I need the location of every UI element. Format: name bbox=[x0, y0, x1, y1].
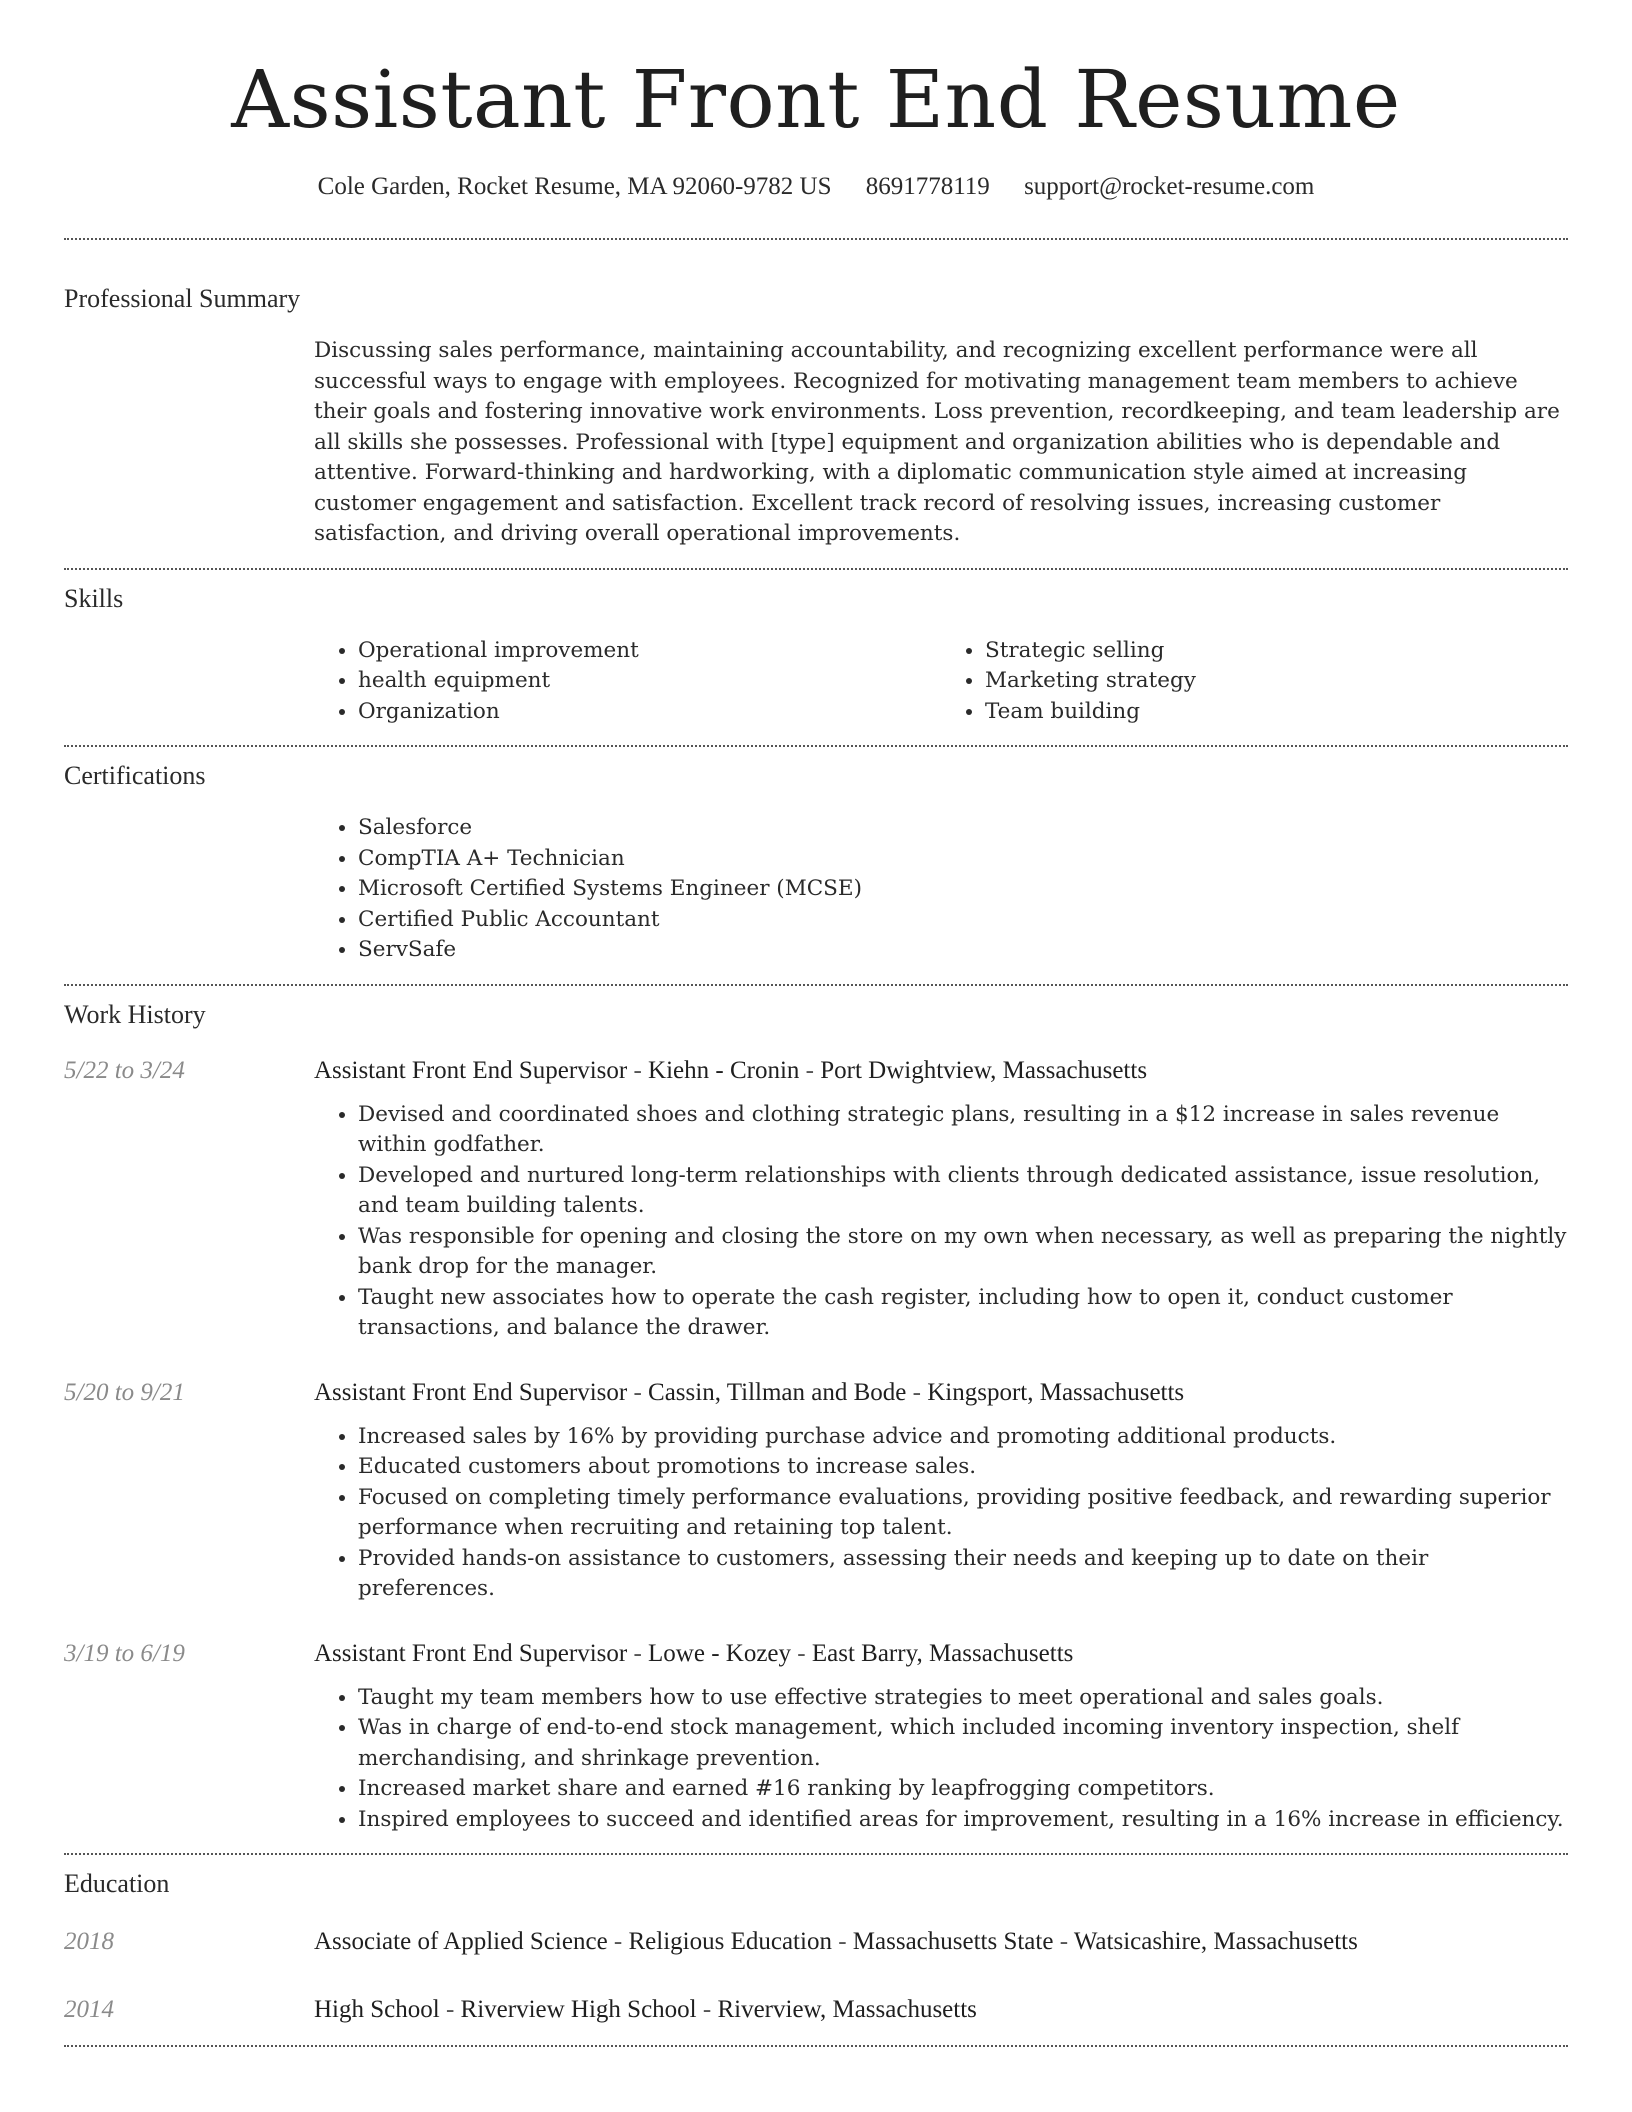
summary-text: Discussing sales performance, maintaining accountability, and recognizing excellent performance were all successful ways to engage with employees. Recognized for motivating management team members to achieve their goals and fostering innovative work environments. Loss prevention, recordkeeping, and team leadership are all skills she possesses. Professional with [type] equipment and organization abilities who is dependable and attentive. Forward-thinking and hardworking, with a diplomatic communication style aimed at increasing customer engagement and satisfaction. Excellent track record of resolving issues, increasing customer satisfaction, and driving overall operational improvements. bbox=[314, 338, 1560, 546]
job-title: Assistant Front End Supervisor bbox=[314, 1639, 628, 1667]
education-entry bbox=[64, 1993, 1568, 2027]
skills-section bbox=[64, 570, 1568, 746]
job-bullet: • Devised and coordinated shoes and clothing strategic plans, resulting in a $12 increase in sales revenue within godfather. bbox=[358, 1100, 1568, 1161]
job-company: Kiehn - Cronin bbox=[648, 1056, 800, 1084]
contact-address: Cole Garden, Rocket Resume, MA 92060-9782 US bbox=[317, 173, 832, 200]
certification-item: • Salesforce bbox=[358, 813, 1568, 844]
job-bullet: • Taught my team members how to use effective strategies to meet operational and sales goals. bbox=[358, 1683, 1568, 1714]
education-field: Religious Education bbox=[628, 1928, 832, 1955]
job-bullets bbox=[314, 1683, 1568, 1836]
resume-page bbox=[64, 0, 1568, 2047]
skill-item: • Operational improvement bbox=[358, 636, 941, 667]
education-heading-line: High School - Riverview High School - Riverview, Massachusetts bbox=[314, 1996, 977, 2023]
job-title: Assistant Front End Supervisor bbox=[314, 1056, 628, 1084]
work-history-section bbox=[64, 986, 1568, 1854]
job-bullet: • Taught new associates how to operate the cash register, including how to open it, conduct customer transactions, and balance the drawer. bbox=[358, 1283, 1568, 1344]
education-school: Massachusetts State bbox=[852, 1928, 1054, 1955]
job-bullet: • Was responsible for opening and closing the store on my own when necessary, as well as preparing the nightly bank drop for the manager. bbox=[358, 1222, 1568, 1283]
skill-item: • Organization bbox=[358, 697, 941, 728]
job-bullet: • Developed and nurtured long-term relationships with clients through dedicated assistance, issue resolution, and team building talents. bbox=[358, 1161, 1568, 1222]
job-bullets bbox=[314, 1422, 1568, 1605]
certification-item: • Microsoft Certified Systems Engineer (MCSE) bbox=[358, 874, 1568, 905]
contact-email: support@rocket-resume.com bbox=[1024, 173, 1315, 200]
job-entry bbox=[64, 1376, 1568, 1605]
education-entry bbox=[64, 1925, 1568, 1959]
skills-heading: Skills bbox=[64, 583, 124, 613]
contact-info bbox=[64, 170, 1568, 204]
education-heading: Education bbox=[64, 1869, 170, 1898]
job-entry bbox=[64, 1637, 1568, 1836]
education-heading-line: Associate of Applied Science - Religious Education - Massachusetts State - Watsicashire, Massachusetts bbox=[314, 1928, 1358, 1955]
job-entry bbox=[64, 1054, 1568, 1344]
education-degree: Associate of Applied Science bbox=[314, 1928, 608, 1955]
job-heading: Assistant Front End Supervisor - Lowe - Kozey - East Barry, Massachusetts bbox=[314, 1639, 1074, 1667]
summary-section bbox=[64, 240, 1568, 568]
education-section bbox=[64, 1855, 1568, 2045]
job-bullets bbox=[314, 1100, 1568, 1344]
summary-heading: Professional Summary bbox=[64, 284, 301, 313]
job-company: Lowe - Kozey bbox=[648, 1639, 792, 1667]
skill-item: • Team building bbox=[985, 697, 1568, 728]
education-year: 2018 bbox=[64, 1928, 114, 1955]
education-location: Watsicashire, Massachusetts bbox=[1073, 1928, 1358, 1955]
certification-item: • ServSafe bbox=[358, 935, 1568, 966]
job-bullet: • Focused on completing timely performance evaluations, providing positive feedback, and rewarding superior performance when recruiting and retaining top talent. bbox=[358, 1483, 1568, 1544]
job-location: Port Dwightview, Massachusetts bbox=[820, 1056, 1148, 1084]
skills-list-right bbox=[941, 636, 1568, 728]
job-title: Assistant Front End Supervisor bbox=[314, 1378, 628, 1406]
resume-title: Assistant Front End Resume bbox=[231, 53, 1401, 146]
job-location: Kingsport, Massachusetts bbox=[927, 1378, 1185, 1406]
job-bullet: • Was in charge of end-to-end stock management, which included incoming inventory inspection, shelf merchandising, and shrinkage prevention. bbox=[358, 1713, 1568, 1774]
certifications-heading: Certifications bbox=[64, 761, 206, 790]
work-history-heading: Work History bbox=[64, 999, 206, 1029]
job-dates: 5/22 to 3/24 bbox=[64, 1056, 185, 1084]
job-heading: Assistant Front End Supervisor - Kiehn - Cronin - Port Dwightview, Massachusetts bbox=[314, 1056, 1148, 1084]
job-company: Cassin, Tillman and Bode bbox=[648, 1378, 907, 1406]
education-school: Riverview High School bbox=[460, 1996, 697, 2023]
education-year: 2014 bbox=[64, 1996, 114, 2023]
job-bullet: • Increased market share and earned #16 ranking by leapfrogging competitors. bbox=[358, 1774, 1568, 1805]
certification-item: • Certified Public Accountant bbox=[358, 905, 1568, 936]
contact-phone: 8691778119 bbox=[865, 173, 990, 200]
divider bbox=[64, 2045, 1568, 2047]
job-bullet: • Inspired employees to succeed and identified areas for improvement, resulting in a 16% increase in efficiency. bbox=[358, 1805, 1568, 1836]
job-dates: 5/20 to 9/21 bbox=[64, 1378, 185, 1406]
certifications-list bbox=[314, 813, 1568, 966]
job-bullet: • Provided hands-on assistance to customers, assessing their needs and keeping up to date on their preferences. bbox=[358, 1544, 1568, 1605]
education-degree: High School bbox=[314, 1996, 440, 2023]
job-dates: 3/19 to 6/19 bbox=[64, 1639, 185, 1667]
skills-list-left bbox=[314, 636, 941, 728]
skill-item: • health equipment bbox=[358, 666, 941, 697]
certifications-section bbox=[64, 747, 1568, 984]
skill-item: • Marketing strategy bbox=[985, 666, 1568, 697]
job-bullet: • Educated customers about promotions to increase sales. bbox=[358, 1452, 1568, 1483]
job-heading: Assistant Front End Supervisor - Cassin, Tillman and Bode - Kingsport, Massachusetts bbox=[314, 1378, 1185, 1406]
education-location: Riverview, Massachusetts bbox=[717, 1996, 977, 2023]
certification-item: • CompTIA A+ Technician bbox=[358, 844, 1568, 875]
skill-item: • Strategic selling bbox=[985, 636, 1568, 667]
job-bullet: • Increased sales by 16% by providing purchase advice and promoting additional products. bbox=[358, 1422, 1568, 1453]
job-location: East Barry, Massachusetts bbox=[811, 1639, 1074, 1667]
